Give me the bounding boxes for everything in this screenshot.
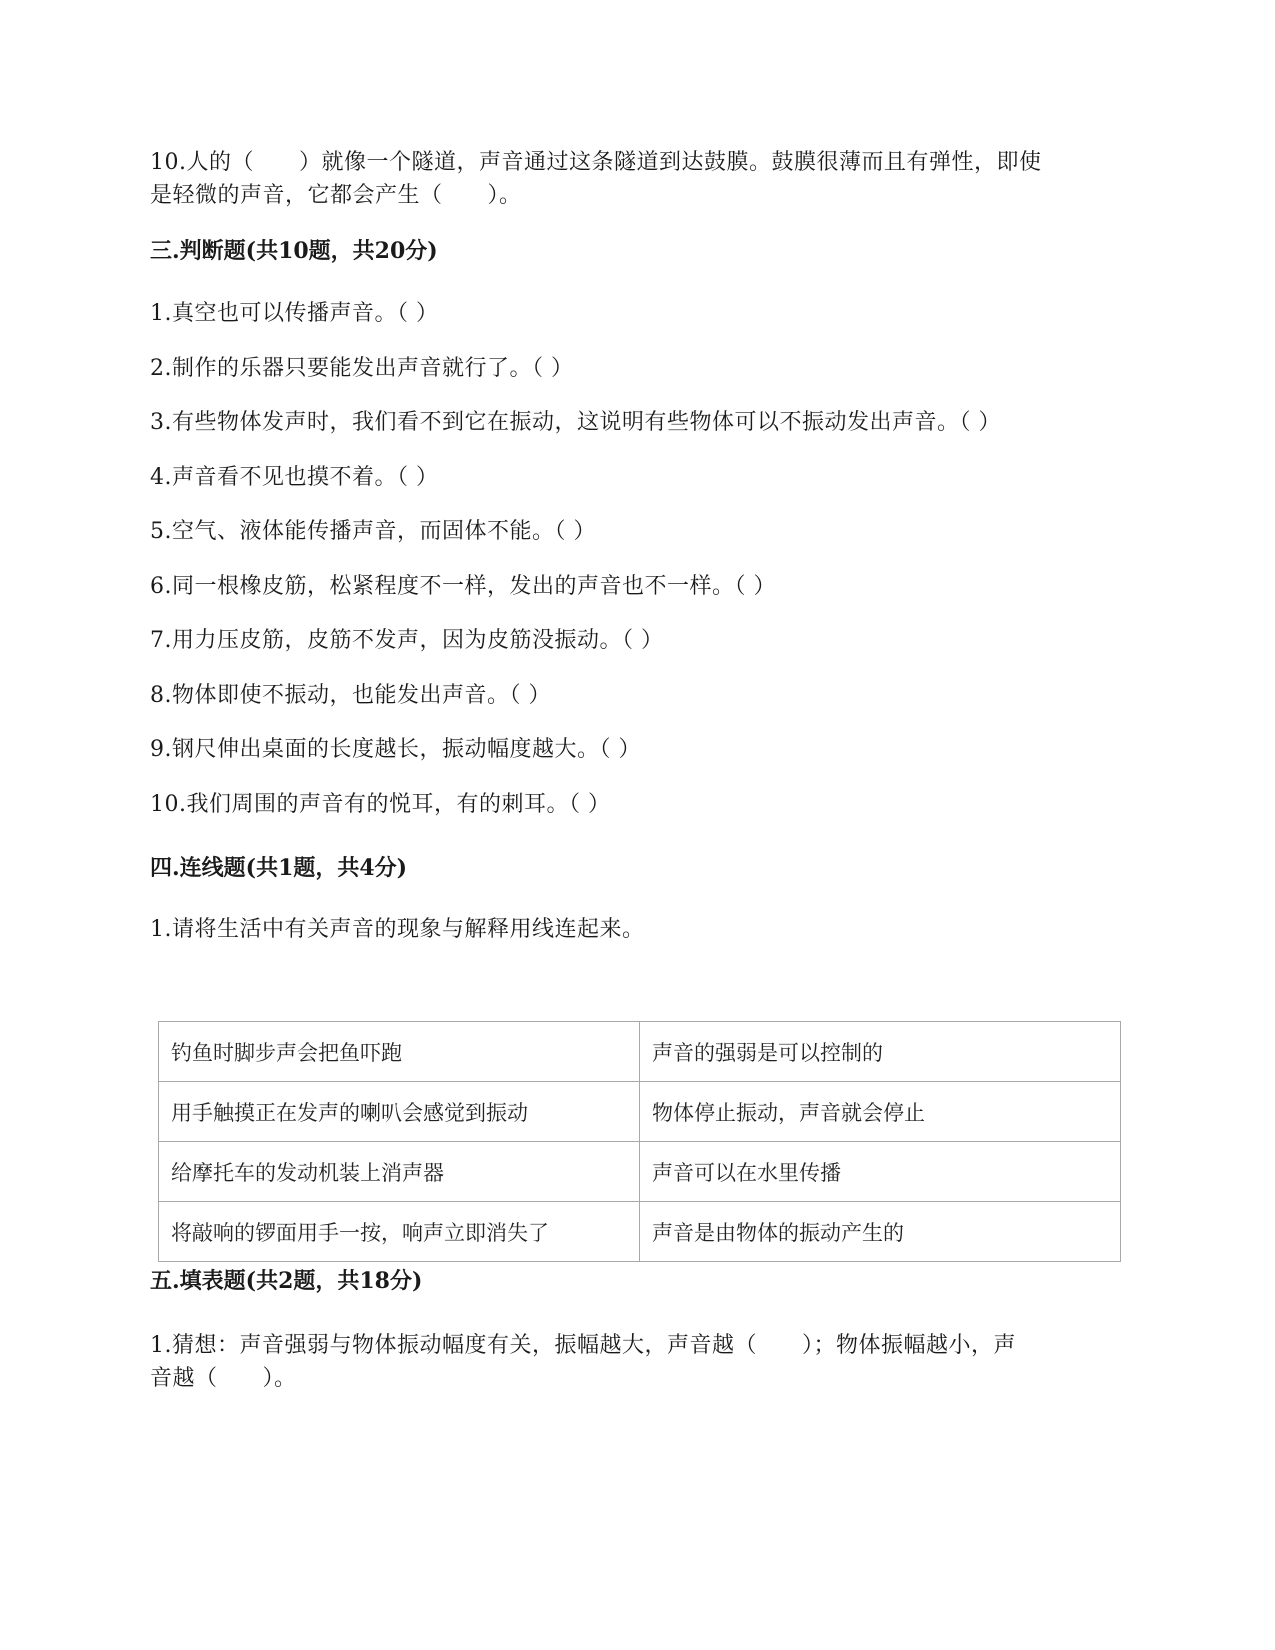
judge-item-6: 6.同一根橡皮筋，松紧程度不一样，发出的声音也不一样。（ ） — [150, 574, 776, 599]
fill-table-question-1-line2: 音越（ ）。 — [150, 1366, 297, 1391]
explanation-cell: 物体停止振动，声音就会停止 — [640, 1082, 1121, 1142]
phenomenon-cell: 给摩托车的发动机装上消声器 — [159, 1142, 640, 1202]
judge-item-9: 9.钢尺伸出桌面的长度越长，振动幅度越大。（ ） — [150, 737, 641, 762]
fill-question-10-line1: 10.人的（ ）就像一个隧道，声音通过这条隧道到达鼓膜。鼓膜很薄而且有弹性，即使 — [150, 150, 1042, 175]
fill-table-question-1-line1: 1.猜想：声音强弱与物体振动幅度有关，振幅越大，声音越（ ）；物体振幅越小，声 — [150, 1333, 1016, 1358]
judge-item-2: 2.制作的乐器只要能发出声音就行了。（ ） — [150, 356, 574, 381]
matching-table — [158, 1021, 1121, 1262]
phenomenon-cell: 将敲响的锣面用手一按，响声立即消失了 — [159, 1202, 640, 1262]
judge-item-5: 5.空气、液体能传播声音，而固体不能。（ ） — [150, 519, 596, 544]
section-3-heading: 三.判断题(共10题，共20分) — [150, 238, 438, 264]
judge-item-1: 1.真空也可以传播声音。（ ） — [150, 301, 439, 326]
fill-question-10-line2: 是轻微的声音，它都会产生（ ）。 — [150, 183, 522, 208]
judge-item-7: 7.用力压皮筋，皮筋不发声，因为皮筋没振动。（ ） — [150, 628, 664, 653]
section-5-heading: 五.填表题(共2题，共18分) — [150, 1268, 423, 1294]
judge-item-4: 4.声音看不见也摸不着。（ ） — [150, 465, 439, 490]
judge-item-8: 8.物体即使不振动，也能发出声音。（ ） — [150, 683, 551, 708]
phenomenon-cell: 钓鱼时脚步声会把鱼吓跑 — [159, 1022, 640, 1082]
judge-item-3: 3.有些物体发声时，我们看不到它在振动，这说明有些物体可以不振动发出声音。（ ） — [150, 410, 1001, 435]
explanation-cell: 声音的强弱是可以控制的 — [640, 1022, 1121, 1082]
fill-table-question-1 — [150, 1329, 1122, 1395]
table-row — [159, 1142, 1121, 1202]
explanation-cell: 声音可以在水里传播 — [640, 1142, 1121, 1202]
matching-question-1: 1.请将生活中有关声音的现象与解释用线连起来。 — [150, 917, 645, 942]
table-row — [159, 1022, 1121, 1082]
fill-question-10 — [150, 146, 1122, 212]
section-4-heading: 四.连线题(共1题，共4分) — [150, 855, 408, 881]
judge-item-10: 10.我们周围的声音有的悦耳，有的刺耳。（ ） — [150, 792, 611, 817]
explanation-cell: 声音是由物体的振动产生的 — [640, 1202, 1121, 1262]
phenomenon-cell: 用手触摸正在发声的喇叭会感觉到振动 — [159, 1082, 640, 1142]
table-row — [159, 1202, 1121, 1262]
table-row — [159, 1082, 1121, 1142]
